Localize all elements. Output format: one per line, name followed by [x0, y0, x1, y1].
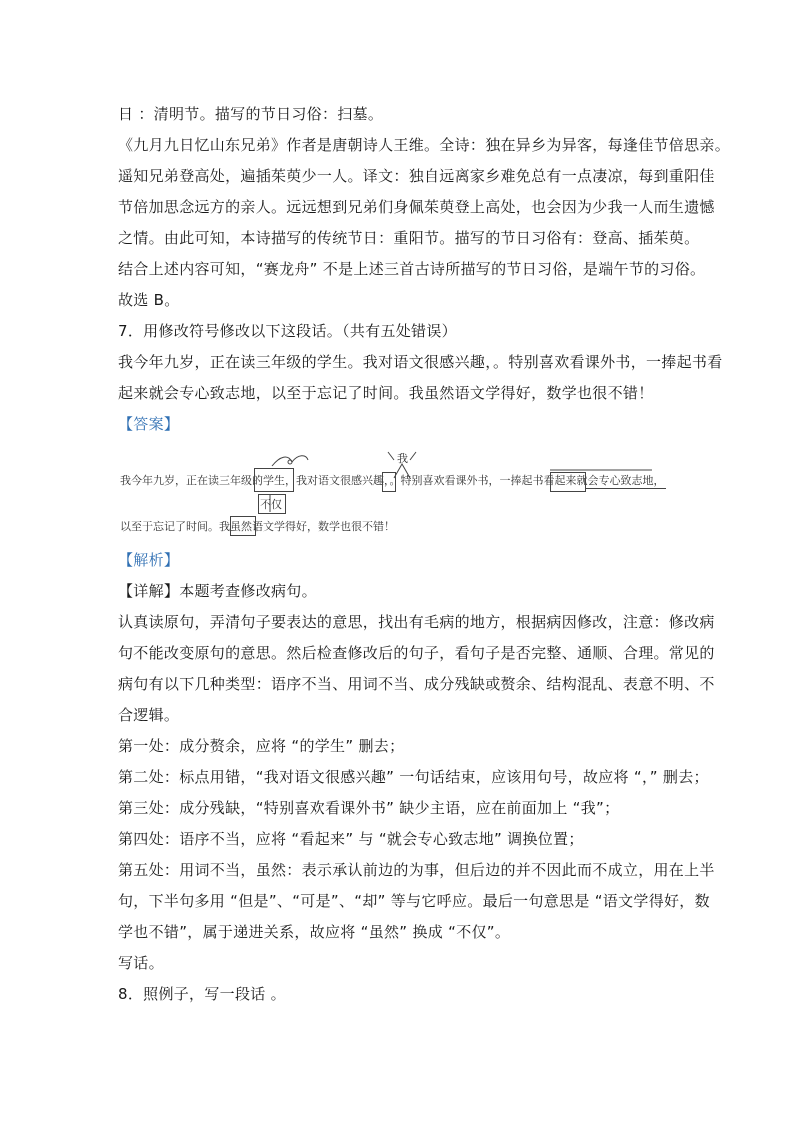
insert-word: 我	[397, 452, 408, 465]
correction-figure	[112, 448, 672, 544]
swap-underline	[586, 488, 666, 489]
text-line: 认真读原句，弄清句子要表达的意思，找出有毛病的地方，根据病因修改，注意：修改病	[118, 613, 715, 631]
text-line: 第三处：成分残缺，“特别喜欢看课外书” 缺少主语，应在前面加上 “我”；	[118, 799, 620, 817]
text-line: 节倍加思念远方的亲人。远远想到兄弟们身佩茱萸登上高处，也会因为少我一人而生遗憾	[118, 198, 715, 216]
delete-box-comma	[382, 472, 396, 492]
text-line: 病句有以下几种类型：语序不当、用词不当、成分残缺或赘余、结构混乱、表意不明、不	[118, 675, 715, 693]
swap-box-kanqilai	[550, 472, 586, 492]
text-line: 故选 B。	[118, 291, 180, 309]
analysis-tag: 【解析】	[118, 551, 180, 569]
text-line: 遥知兄弟登高处，遍插茱萸少一人。译文：独自远离家乡难免总有一点凄凉，每到重阳佳	[118, 167, 715, 185]
answer-tag: 【答案】	[118, 415, 180, 433]
question-7-title: 7．用修改符号修改以下这段话。（共有五处错误）	[118, 322, 457, 340]
text-line: 第五处：用词不当，虽然：表示承认前边的为事，但后边的并不因此而不成立，用在上半	[118, 861, 715, 879]
detail-tag: 【详解】	[118, 582, 180, 600]
replace-word: 不仅	[260, 498, 282, 511]
text-line: 合逻辑。	[118, 706, 180, 724]
text-line: 《九月九日忆山东兄弟》作者是唐朝诗人王维。全诗：独在异乡为异客，每逢佳节倍思亲。	[118, 136, 731, 154]
text-line: 第二处：标点用错，“我对语文很感兴趣” 一句话结束，应该用句号，故应将 “，” 删去；	[118, 768, 709, 786]
text-line: 结合上述内容可知，“赛龙舟” 不是上述三首古诗所描写的节日习俗，是端午节的习俗。	[118, 260, 706, 278]
text-line: 写话。	[118, 954, 164, 972]
detail-line	[118, 581, 317, 601]
text-line: 第四处：语序不当，应将 “看起来” 与 “就会专心致志地” 调换位置；	[118, 830, 584, 848]
text-line: 学也不错”，属于递进关系，故应将 “虽然” 换成 “不仅”。	[118, 923, 511, 941]
text-line: 之情。由此可知，本诗描写的传统节日：重阳节。描写的节日习俗有：登高、插茱萸。	[118, 229, 700, 247]
text-line: 句，下半句多用 “但是”、“可是”、“却” 等与它呼应。最后一句意思是 “语文学得好，数	[118, 892, 710, 910]
text-line: 日 ：清明节。描写的节日习俗：扫墓。	[118, 105, 384, 123]
figure-line-2: 以至于忘记了时间。我虽然语文学得好，数学也很不错！	[120, 520, 395, 533]
replace-target-box	[230, 516, 256, 536]
text-line: 句不能改变原句的意思。然后检查修改后的句子，看句子是否完整、通顺、合理。常见的	[118, 644, 715, 662]
figure-line-1: 我今年九岁，正在读三年级的学生，我对语文很感兴趣，。特别喜欢看课外书，一捧起书看起来就会专心致志地，	[120, 474, 665, 487]
question-8-title: 8．照例子，写一段话 。	[118, 985, 286, 1003]
detail-intro: 本题考查修改病句。	[179, 582, 317, 600]
text-line: 我今年九岁，正在读三年级的学生。我对语文很感兴趣，。特别喜欢看课外书，一捧起书看	[118, 353, 723, 371]
text-line: 起来就会专心致志地，以至于忘记了时间。我虽然语文学得好，数学也很不错！	[118, 384, 654, 402]
text-line: 第一处：成分赘余，应将 “的学生” 删去；	[118, 737, 405, 755]
delete-box-xuesheng	[254, 468, 294, 492]
